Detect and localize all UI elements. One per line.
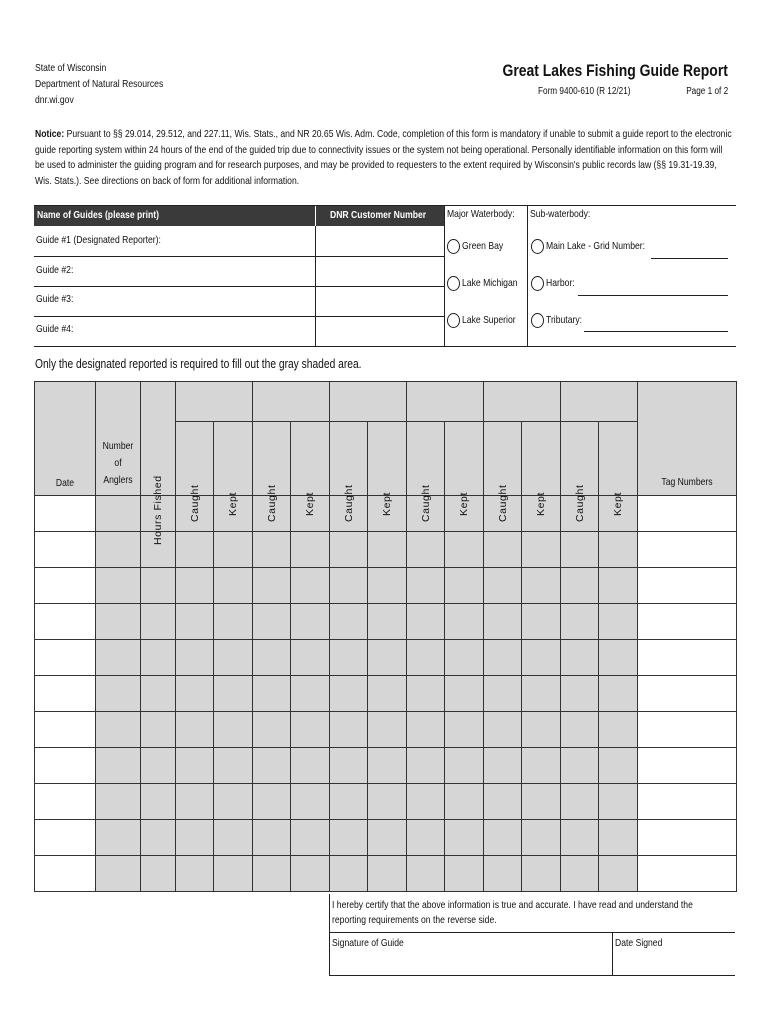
caught-cell[interactable] <box>561 640 599 676</box>
hours-cell[interactable] <box>141 640 176 676</box>
page-number: Page 1 of 2 <box>686 86 728 97</box>
caught-cell[interactable] <box>407 784 445 820</box>
kept-cell[interactable] <box>522 784 561 820</box>
hours-fished-header <box>141 382 176 545</box>
table-row <box>35 640 737 676</box>
customer-number-header: DNR Customer Number <box>330 209 427 221</box>
kept-cell[interactable] <box>599 712 638 748</box>
date-cell[interactable] <box>35 784 96 820</box>
hours-cell[interactable] <box>141 712 176 748</box>
harbor-label: Harbor: <box>546 277 575 289</box>
tributary-label: Tributary: <box>546 314 583 326</box>
lake-michigan-label: Lake Michigan <box>462 277 518 289</box>
kept-cell[interactable] <box>599 820 638 856</box>
kept-cell[interactable] <box>291 820 330 856</box>
caught-label: Caught <box>574 484 586 522</box>
kept-cell[interactable] <box>291 568 330 604</box>
caught-cell[interactable] <box>330 784 368 820</box>
caught-cell[interactable] <box>407 676 445 712</box>
guides-name-header: Name of Guides (please print) <box>37 209 160 221</box>
kept-cell[interactable] <box>291 604 330 640</box>
tag-numbers-cell[interactable] <box>638 784 737 820</box>
notice-text: Pursuant to §§ 29.014, 29.512, and 227.11, Wis. Stats., and NR 20.65 Wis. Adm. Code, completion of this form is mandatory if unable to submit a guide report to the electronic guide reporting system within 24 hours of the end of the guided trip due to connectivity issues or the system not being operational. Personally identifiable information on this form will be used to administer the guiding program and for research purposes, and may be provided to requesters to the extent required by Wisconsin's public records law (§§ 19.31-19.39, Wis. Stats.). See directions on back of form for additional information. <box>35 128 732 187</box>
kept-cell[interactable] <box>522 712 561 748</box>
caught-cell[interactable] <box>561 532 599 568</box>
caught-cell[interactable] <box>176 604 214 640</box>
date-cell[interactable] <box>35 676 96 712</box>
anglers-header <box>96 382 141 496</box>
anglers-label-line-3: Anglers <box>103 474 133 486</box>
species-name-cell[interactable] <box>484 382 561 422</box>
kept-cell[interactable] <box>445 856 484 892</box>
kept-cell[interactable] <box>368 748 407 784</box>
caught-cell[interactable] <box>176 748 214 784</box>
tag-numbers-cell[interactable] <box>638 604 737 640</box>
major-waterbody-label: Major Waterbody: <box>447 208 515 220</box>
green-bay-radio[interactable] <box>447 239 460 254</box>
kept-cell[interactable] <box>522 676 561 712</box>
anglers-cell[interactable] <box>96 748 141 784</box>
kept-cell[interactable] <box>291 712 330 748</box>
agency-block <box>35 60 191 108</box>
date-cell[interactable] <box>35 604 96 640</box>
kept-cell[interactable] <box>368 568 407 604</box>
tag-numbers-cell[interactable] <box>638 676 737 712</box>
caught-cell[interactable] <box>484 604 522 640</box>
kept-cell[interactable] <box>368 784 407 820</box>
kept-cell[interactable] <box>599 640 638 676</box>
kept-cell[interactable] <box>291 532 330 568</box>
hours-cell[interactable] <box>141 784 176 820</box>
caught-cell[interactable] <box>561 748 599 784</box>
tag-numbers-header <box>638 382 737 496</box>
table-row <box>35 604 737 640</box>
kept-cell[interactable] <box>522 604 561 640</box>
kept-cell[interactable] <box>445 532 484 568</box>
caught-label: Caught <box>420 484 432 522</box>
table-row <box>35 748 737 784</box>
main-lake-radio[interactable] <box>531 239 544 254</box>
caught-cell[interactable] <box>176 856 214 892</box>
kept-header <box>522 422 561 516</box>
caught-cell[interactable] <box>484 568 522 604</box>
caught-label: Caught <box>497 484 509 522</box>
guide-2-number-field[interactable] <box>317 258 442 284</box>
kept-cell[interactable] <box>445 784 484 820</box>
main-lake-label: Main Lake - Grid Number: <box>546 240 646 252</box>
guide-4-number-field[interactable] <box>317 318 442 344</box>
anglers-cell[interactable] <box>96 640 141 676</box>
anglers-cell[interactable] <box>96 532 141 568</box>
certification-line-1: I hereby certify that the above information is true and accurate. I have read and understand the <box>332 899 693 911</box>
grid-number-field[interactable] <box>651 258 728 259</box>
anglers-cell[interactable] <box>96 820 141 856</box>
notice-label: Notice: <box>35 128 65 140</box>
kept-cell[interactable] <box>599 748 638 784</box>
kept-cell[interactable] <box>368 820 407 856</box>
kept-cell[interactable] <box>214 532 253 568</box>
date-signed-label: Date Signed <box>615 937 663 949</box>
caught-cell[interactable] <box>176 820 214 856</box>
guide-3-number-field[interactable] <box>317 288 442 314</box>
caught-cell[interactable] <box>561 784 599 820</box>
anglers-cell[interactable] <box>96 676 141 712</box>
caught-cell[interactable] <box>407 640 445 676</box>
kept-cell[interactable] <box>445 568 484 604</box>
kept-cell[interactable] <box>522 748 561 784</box>
table-row <box>35 676 737 712</box>
kept-cell[interactable] <box>291 676 330 712</box>
department-name: Department of Natural Resources <box>35 78 164 90</box>
guide-1-name-field[interactable] <box>192 228 312 254</box>
caught-cell[interactable] <box>561 712 599 748</box>
kept-cell[interactable] <box>368 712 407 748</box>
caught-header <box>561 422 599 522</box>
kept-label: Kept <box>304 491 316 516</box>
caught-header <box>253 422 291 522</box>
hours-cell[interactable] <box>141 676 176 712</box>
tag-numbers-cell[interactable] <box>638 532 737 568</box>
guide-3-label: Guide #3: <box>36 293 74 305</box>
date-cell[interactable] <box>35 568 96 604</box>
caught-cell[interactable] <box>253 604 291 640</box>
date-cell[interactable] <box>35 496 96 532</box>
kept-cell[interactable] <box>522 856 561 892</box>
lake-michigan-radio[interactable] <box>447 276 460 291</box>
website: dnr.wi.gov <box>35 94 74 106</box>
kept-header <box>291 422 330 516</box>
caught-cell[interactable] <box>330 568 368 604</box>
hours-cell[interactable] <box>141 820 176 856</box>
anglers-cell[interactable] <box>96 856 141 892</box>
hours-cell[interactable] <box>141 748 176 784</box>
caught-label: Caught <box>189 484 201 522</box>
caught-cell[interactable] <box>253 856 291 892</box>
species-name-cell[interactable] <box>407 382 484 422</box>
tag-numbers-cell[interactable] <box>638 856 737 892</box>
caught-cell[interactable] <box>407 532 445 568</box>
hours-cell[interactable] <box>141 568 176 604</box>
caught-header <box>407 422 445 522</box>
caught-cell[interactable] <box>253 640 291 676</box>
kept-cell[interactable] <box>368 856 407 892</box>
kept-header <box>368 422 407 516</box>
kept-cell[interactable] <box>291 748 330 784</box>
caught-cell[interactable] <box>330 676 368 712</box>
date-cell[interactable] <box>35 820 96 856</box>
signature-label: Signature of Guide <box>332 937 404 949</box>
certification-line-2: reporting requirements on the reverse side. <box>332 914 497 926</box>
sub-waterbody-label: Sub-waterbody: <box>530 208 591 220</box>
caught-cell[interactable] <box>176 532 214 568</box>
tag-numbers-cell[interactable] <box>638 820 737 856</box>
kept-header <box>214 422 253 516</box>
kept-cell[interactable] <box>214 604 253 640</box>
kept-cell[interactable] <box>214 748 253 784</box>
table-row <box>35 820 737 856</box>
anglers-label-line-1: Number <box>102 440 134 452</box>
kept-cell[interactable] <box>368 676 407 712</box>
kept-cell[interactable] <box>291 640 330 676</box>
harbor-radio[interactable] <box>531 276 544 291</box>
caught-cell[interactable] <box>484 712 522 748</box>
date-header <box>35 382 96 496</box>
guide-1-number-field[interactable] <box>317 228 442 254</box>
harbor-field[interactable] <box>578 295 728 296</box>
kept-cell[interactable] <box>599 856 638 892</box>
shading-instruction: Only the designated reported is required to fill out the gray shaded area. <box>35 357 362 371</box>
species-name-cell[interactable] <box>176 382 253 422</box>
kept-cell[interactable] <box>522 568 561 604</box>
date-cell[interactable] <box>35 532 96 568</box>
tag-numbers-cell[interactable] <box>638 712 737 748</box>
kept-header <box>599 422 638 516</box>
kept-label: Kept <box>458 491 470 516</box>
lake-superior-label: Lake Superior <box>462 314 516 326</box>
green-bay-label: Green Bay <box>462 240 504 252</box>
caught-header <box>484 422 522 522</box>
table-row <box>35 568 737 604</box>
caught-cell[interactable] <box>253 676 291 712</box>
kept-label: Kept <box>381 491 393 516</box>
kept-cell[interactable] <box>214 640 253 676</box>
caught-cell[interactable] <box>253 568 291 604</box>
species-name-cell[interactable] <box>561 382 638 422</box>
kept-cell[interactable] <box>599 604 638 640</box>
anglers-cell[interactable] <box>96 784 141 820</box>
caught-cell[interactable] <box>330 712 368 748</box>
table-row <box>35 532 737 568</box>
kept-header <box>445 422 484 516</box>
kept-cell[interactable] <box>214 820 253 856</box>
caught-cell[interactable] <box>407 712 445 748</box>
caught-cell[interactable] <box>484 640 522 676</box>
caught-cell[interactable] <box>253 748 291 784</box>
kept-cell[interactable] <box>522 640 561 676</box>
kept-cell[interactable] <box>214 676 253 712</box>
form-number: Form 9400-610 (R 12/21) <box>538 86 631 97</box>
kept-cell[interactable] <box>522 820 561 856</box>
lake-superior-radio[interactable] <box>447 313 460 328</box>
caught-cell[interactable] <box>253 820 291 856</box>
anglers-cell[interactable] <box>96 496 141 532</box>
tributary-field[interactable] <box>584 331 728 332</box>
caught-cell[interactable] <box>253 712 291 748</box>
kept-cell[interactable] <box>522 532 561 568</box>
kept-cell[interactable] <box>445 748 484 784</box>
kept-cell[interactable] <box>214 784 253 820</box>
caught-header <box>176 422 214 522</box>
kept-cell[interactable] <box>599 568 638 604</box>
guide-4-label: Guide #4: <box>36 323 74 335</box>
caught-cell[interactable] <box>561 820 599 856</box>
caught-cell[interactable] <box>176 676 214 712</box>
table-row <box>35 784 737 820</box>
caught-cell[interactable] <box>484 856 522 892</box>
state-name: State of Wisconsin <box>35 62 107 74</box>
tag-numbers-cell[interactable] <box>638 748 737 784</box>
anglers-cell[interactable] <box>96 604 141 640</box>
kept-cell[interactable] <box>214 568 253 604</box>
guides-header-bar <box>34 206 444 226</box>
kept-cell[interactable] <box>214 856 253 892</box>
kept-cell[interactable] <box>599 784 638 820</box>
tag-numbers-cell[interactable] <box>638 568 737 604</box>
table-row <box>35 856 737 892</box>
caught-cell[interactable] <box>407 820 445 856</box>
kept-cell[interactable] <box>445 676 484 712</box>
date-cell[interactable] <box>35 856 96 892</box>
caught-cell[interactable] <box>561 856 599 892</box>
form-title: Great Lakes Fishing Guide Report <box>502 61 728 80</box>
catch-table <box>34 381 737 892</box>
caught-cell[interactable] <box>176 784 214 820</box>
kept-label: Kept <box>612 491 624 516</box>
kept-cell[interactable] <box>214 712 253 748</box>
date-cell[interactable] <box>35 712 96 748</box>
kept-cell[interactable] <box>368 640 407 676</box>
caught-label: Caught <box>266 484 278 522</box>
table-row <box>35 712 737 748</box>
species-name-cell[interactable] <box>253 382 330 422</box>
species-name-cell[interactable] <box>330 382 407 422</box>
caught-cell[interactable] <box>407 568 445 604</box>
kept-label: Kept <box>227 491 239 516</box>
caught-cell[interactable] <box>484 820 522 856</box>
anglers-cell[interactable] <box>96 712 141 748</box>
caught-cell[interactable] <box>253 532 291 568</box>
caught-cell[interactable] <box>176 568 214 604</box>
caught-cell[interactable] <box>484 784 522 820</box>
kept-cell[interactable] <box>445 820 484 856</box>
kept-cell[interactable] <box>368 532 407 568</box>
caught-cell[interactable] <box>176 640 214 676</box>
kept-cell[interactable] <box>445 604 484 640</box>
caught-cell[interactable] <box>484 676 522 712</box>
tag-numbers-cell[interactable] <box>638 640 737 676</box>
anglers-cell[interactable] <box>96 568 141 604</box>
caught-cell[interactable] <box>407 748 445 784</box>
caught-cell[interactable] <box>330 640 368 676</box>
hours-cell[interactable] <box>141 856 176 892</box>
caught-cell[interactable] <box>484 748 522 784</box>
kept-cell[interactable] <box>445 712 484 748</box>
kept-cell[interactable] <box>291 856 330 892</box>
guide-2-label: Guide #2: <box>36 264 74 276</box>
caught-cell[interactable] <box>561 604 599 640</box>
caught-cell[interactable] <box>176 712 214 748</box>
tag-numbers-cell[interactable] <box>638 496 737 532</box>
date-signed-field[interactable] <box>615 950 733 972</box>
caught-cell[interactable] <box>561 676 599 712</box>
kept-cell[interactable] <box>599 532 638 568</box>
date-cell[interactable] <box>35 640 96 676</box>
hours-fished-label: Hours Fished <box>152 474 164 545</box>
species-header-row <box>35 382 737 422</box>
kept-label: Kept <box>535 491 547 516</box>
caught-label: Caught <box>343 484 355 522</box>
caught-cell[interactable] <box>330 820 368 856</box>
signature-field[interactable] <box>332 950 608 972</box>
date-header-label: Date <box>55 477 75 489</box>
caught-cell[interactable] <box>253 784 291 820</box>
date-cell[interactable] <box>35 748 96 784</box>
caught-cell[interactable] <box>330 532 368 568</box>
tag-numbers-label: Tag Numbers <box>661 476 713 488</box>
kept-cell[interactable] <box>291 784 330 820</box>
caught-cell[interactable] <box>484 532 522 568</box>
caught-cell[interactable] <box>330 856 368 892</box>
kept-cell[interactable] <box>599 676 638 712</box>
tributary-radio[interactable] <box>531 313 544 328</box>
kept-cell[interactable] <box>445 640 484 676</box>
anglers-label-line-2: of <box>114 457 122 469</box>
caught-header <box>330 422 368 522</box>
notice-paragraph <box>35 127 732 189</box>
guide-1-label: Guide #1 (Designated Reporter): <box>36 234 161 246</box>
caught-cell[interactable] <box>561 568 599 604</box>
caught-cell[interactable] <box>330 748 368 784</box>
hours-cell[interactable] <box>141 604 176 640</box>
caught-cell[interactable] <box>407 604 445 640</box>
kept-cell[interactable] <box>368 604 407 640</box>
caught-cell[interactable] <box>330 604 368 640</box>
caught-cell[interactable] <box>407 856 445 892</box>
